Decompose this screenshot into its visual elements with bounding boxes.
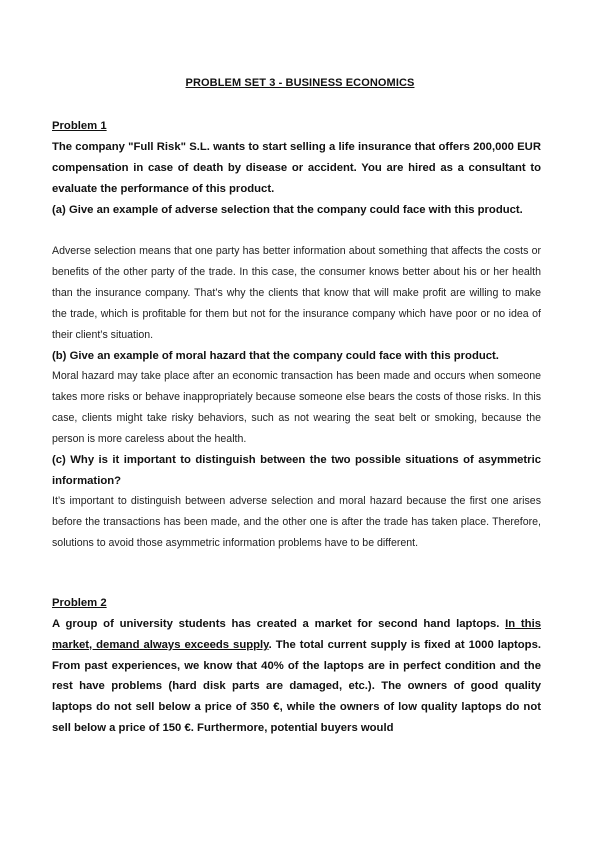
- problem-2-text-start: A group of university students has created a market for second hand laptops.: [52, 618, 506, 630]
- problem-2-heading: Problem 2: [52, 597, 107, 609]
- problem-2-underlined-text: In this market, demand always exceeds supply: [52, 618, 541, 651]
- page-title: PROBLEM SET 3 - BUSINESS ECONOMICS: [185, 77, 415, 89]
- problem-1-heading: Problem 1: [52, 120, 107, 132]
- problem-2-text-end: . The total current supply is fixed at 1000 laptops. From past experiences, we know that 40% of the laptops are in perfect condition and the rest have problems (hard disk parts are damaged, etc.). The owners of good quality laptops do not sell below a price of 350 €, while the owners of low quality laptops do not sell below a price of 150 €. Furthermore, potential buyers would: [52, 638, 541, 734]
- question-b: (b) Give an example of moral hazard that the company could face with this product.: [52, 350, 499, 362]
- problem-2-text: [52, 614, 541, 739]
- answer-c: It’s important to distinguish between adverse selection and moral hazard because the first one arises before the transactions has been made, and the other one is after the trade has taken place. Therefore, solutions to avoid those asymmetric information problems have to be different.: [52, 495, 541, 549]
- answer-b: Moral hazard may take place after an economic transaction has been made and occurs when someone takes more risks or behave inappropriately because someone else bears the costs of those risks. In this case, clients might take risky behaviors, such as not wearing the seat belt or smoking, because the person is more careless about the health.: [52, 370, 541, 445]
- problem-1-intro: The company "Full Risk" S.L. wants to start selling a life insurance that offers 200,000 EUR compensation in case of death by disease or accident. You are hired as a consultant to evaluate the performance of this product.: [52, 141, 541, 195]
- answer-a: Adverse selection means that one party has better information about something that affects the costs or benefits of the other party of the trade. In this case, the consumer knows better about his or her health than the insurance company. That’s why the clients that know that will make profit are willing to make the trade, which is profitable for them but not for the insurance company which have poor or no idea of their client’s situation.: [52, 245, 541, 341]
- question-a: (a) Give an example of adverse selection that the company could face with this product.: [52, 204, 523, 216]
- question-c: (c) Why is it important to distinguish between the two possible situations of asymmetric information?: [52, 454, 541, 487]
